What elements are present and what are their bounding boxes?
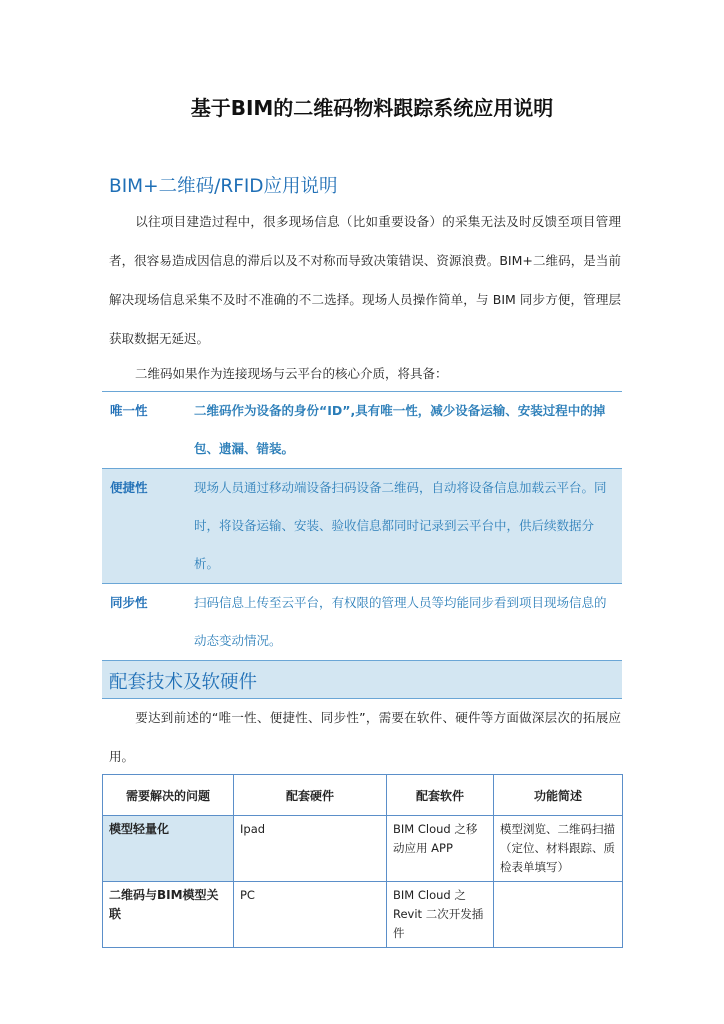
- feature-row-synchronization: [102, 583, 622, 660]
- tech-paragraph-text: 要达到前述的“唯一性、便捷性、同步性”，需要在软件、硬件等方面做深层次的拓展应用。: [109, 710, 621, 764]
- cell-software: BIM Cloud 之 Revit 二次开发插件: [387, 882, 494, 948]
- document-title: 基于BIM的二维码物料跟踪系统应用说明: [190, 96, 554, 120]
- table-row: [103, 882, 623, 948]
- table-row: [103, 816, 623, 882]
- feature-key: 便捷性: [110, 480, 148, 495]
- header-software: 配套软件: [387, 775, 494, 816]
- cell-problem: 模型轻量化: [103, 816, 234, 882]
- features-lead-text: 二维码如果作为连接现场与云平台的核心介质，将具备：: [135, 366, 448, 381]
- section-heading-tech: 配套技术及软硬件: [109, 672, 258, 693]
- intro-paragraph: [109, 202, 621, 358]
- header-hardware: 配套硬件: [234, 775, 387, 816]
- features-table: [102, 391, 622, 699]
- feature-text: 扫码信息上传至云平台，有权限的管理人员等均能同步看到项目现场信息的动态变动情况。: [194, 595, 607, 648]
- feature-key: 同步性: [110, 595, 148, 610]
- cell-problem: 二维码与BIM模型关联: [103, 882, 234, 948]
- table-header-row: [103, 775, 623, 816]
- intro-paragraph-text: 以往项目建造过程中，很多现场信息（比如重要设备）的采集无法及时反馈至项目管理者，很容易造成因信息的滞后以及不对称而导致决策错误、资源浪费。BIM+二维码，是当前解决现场信息采集不及时不准确的不二选择。现场人员操作简单，与 BIM 同步方便，管理层获取数据无延迟。: [109, 214, 621, 346]
- cell-function: 模型浏览、二维码扫描（定位、材料跟踪、质检表单填写）: [494, 816, 623, 882]
- tech-spec-table: [102, 774, 623, 948]
- cell-function: [494, 882, 623, 948]
- tech-paragraph: [109, 698, 621, 776]
- features-lead-paragraph: [109, 354, 621, 393]
- header-problem: 需要解决的问题: [103, 775, 234, 816]
- feature-row-uniqueness: [102, 392, 622, 468]
- feature-text: 二维码作为设备的身份“ID”,具有唯一性，减少设备运输、安装过程中的掉包、遗漏、错装。: [194, 403, 606, 456]
- feature-text: 现场人员通过移动端设备扫码设备二维码，自动将设备信息加载云平台。同时，将设备运输、安装、验收信息都同时记录到云平台中，供后续数据分析。: [194, 480, 607, 571]
- cell-hardware: PC: [234, 882, 387, 948]
- feature-row-convenience: [102, 468, 622, 583]
- section-heading-bim-qr: BIM+二维码/RFID应用说明: [109, 176, 338, 197]
- feature-key: 唯一性: [110, 403, 148, 418]
- header-function: 功能简述: [494, 775, 623, 816]
- cell-software: BIM Cloud 之移动应用 APP: [387, 816, 494, 882]
- cell-hardware: Ipad: [234, 816, 387, 882]
